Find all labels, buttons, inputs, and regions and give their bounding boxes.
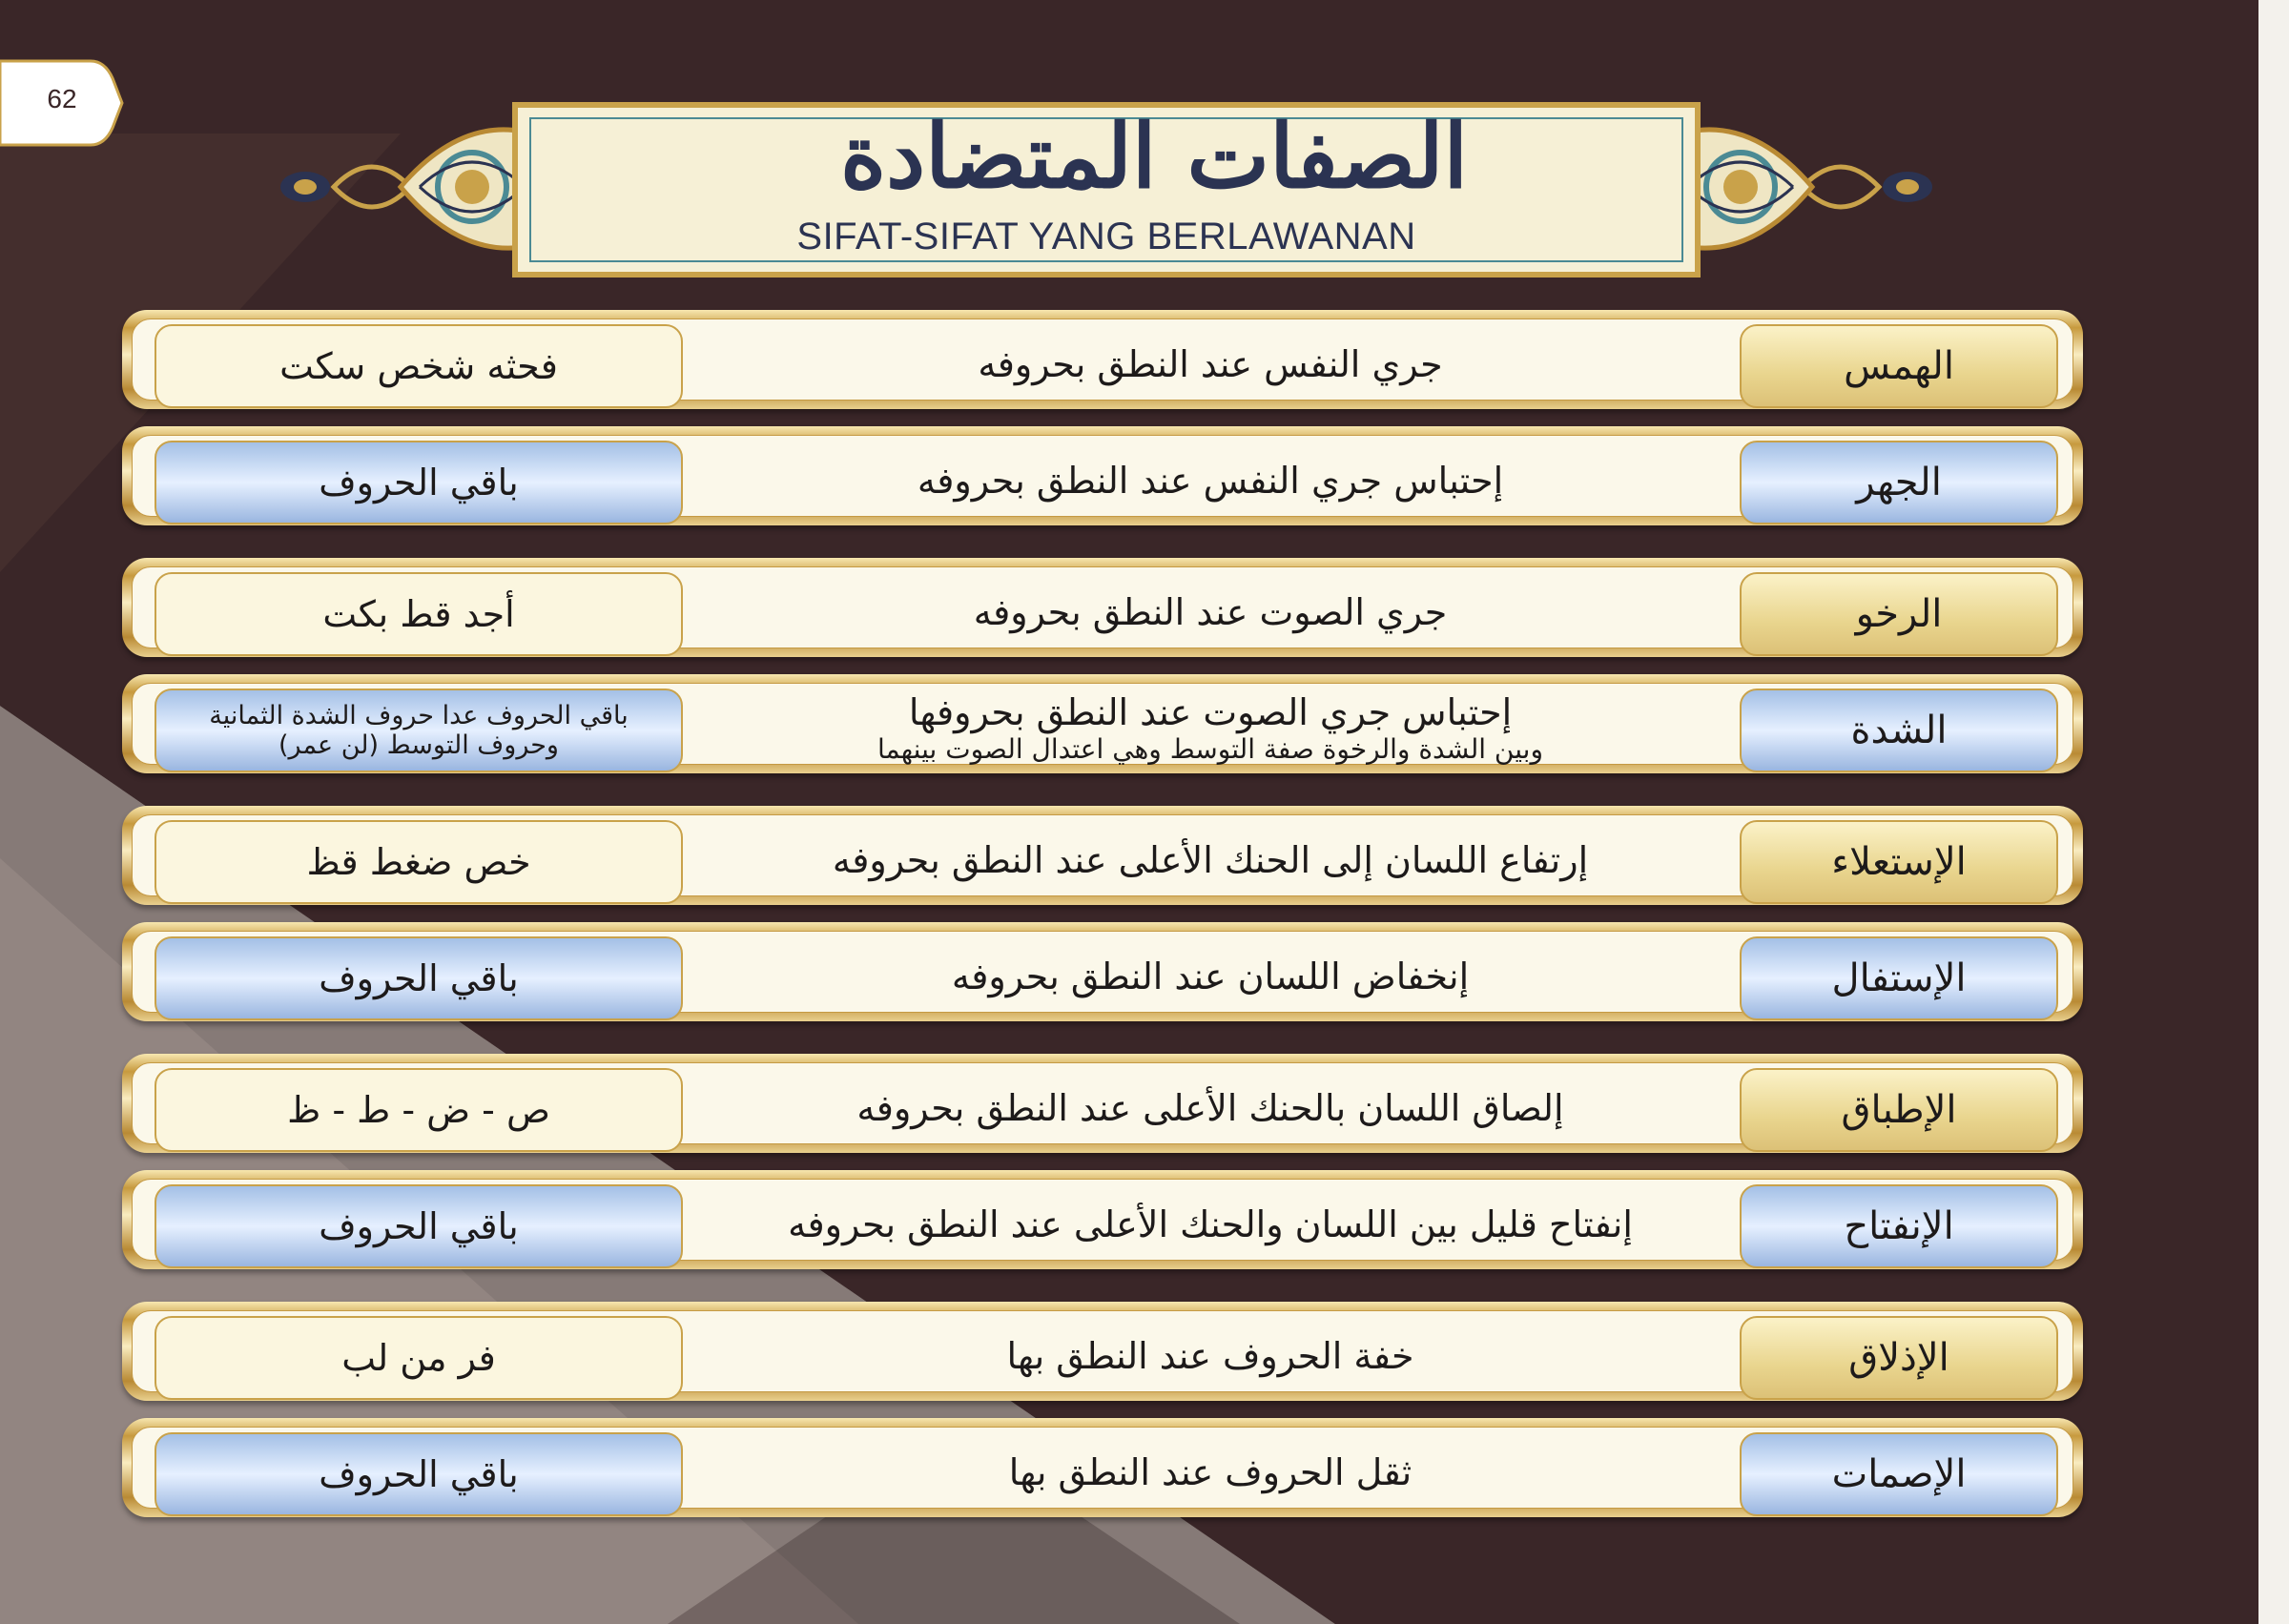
sifat-name: الإستعلاء [1740, 820, 2058, 904]
sifat-description: خفة الحروف عند النطق بها [1006, 1335, 1414, 1377]
sifat-letters: خص ضغط قظ [155, 820, 683, 904]
sifat-letters: باقي الحروف [155, 1432, 683, 1516]
sifat-name: الهمس [1740, 324, 2058, 408]
sifat-letters: باقي الحروف [155, 441, 683, 524]
sifat-letters: فحثه شخص سكت [155, 324, 683, 408]
sifat-letters [155, 689, 683, 772]
sifat-description: إنفتاح قليل بين اللسان والحنك الأعلى عند النطق بحروفه [788, 1203, 1633, 1245]
sifat-description [695, 684, 1725, 773]
table-row [122, 1302, 2083, 1401]
table-row [122, 558, 2083, 657]
sifat-description: إحتباس جري النفس عند النطق بحروفه [917, 460, 1504, 502]
table-row [122, 1054, 2083, 1153]
sifat-letters-line1: باقي الحروف عدا حروف الشدة الثمانية [209, 700, 629, 730]
sifat-letters: فر من لب [155, 1316, 683, 1400]
sifat-description: إلصاق اللسان بالحنك الأعلى عند النطق بحروفه [856, 1087, 1564, 1129]
sifat-description-line2: وبين الشدة والرخوة صفة التوسط وهي اعتدال الصوت بينهما [877, 732, 1543, 765]
sifat-letters-line2: وحروف التوسط (لن عمر) [278, 730, 559, 760]
table-row [122, 1170, 2083, 1269]
sifat-letters: ص - ض - ط - ظ [155, 1068, 683, 1152]
page-number: 62 [47, 84, 77, 113]
table-row [122, 674, 2083, 773]
sifat-description: إنخفاض اللسان عند النطق بحروفه [951, 956, 1470, 997]
sifat-letters: باقي الحروف [155, 936, 683, 1020]
sifat-description: ثقل الحروف عند النطق بها [1008, 1451, 1413, 1493]
sifat-description-line1: إحتباس جري الصوت عند النطق بحروفها [908, 691, 1513, 734]
sifat-name: الإنفتاح [1740, 1184, 2058, 1268]
sifat-name: الإذلاق [1740, 1316, 2058, 1400]
page-title-arabic: الصفات المتضادة [839, 105, 1469, 208]
sifat-name: الإستفال [1740, 936, 2058, 1020]
sifat-name: الإصمات [1740, 1432, 2058, 1516]
sifat-description: إرتفاع اللسان إلى الحنك الأعلى عند النطق بحروفه [832, 839, 1589, 881]
table-row [122, 1418, 2083, 1517]
sifat-name: الرخو [1740, 572, 2058, 656]
sifat-name: الشدة [1740, 689, 2058, 772]
page-edge-strip [2258, 0, 2289, 1624]
sifat-description: جري النفس عند النطق بحروفه [978, 343, 1443, 385]
sifat-letters: أجد قط بكت [155, 572, 683, 656]
sifat-description: جري الصوت عند النطق بحروفه [973, 591, 1448, 633]
sifat-name: الإطباق [1740, 1068, 2058, 1152]
sifat-letters: باقي الحروف [155, 1184, 683, 1268]
sifat-name: الجهر [1740, 441, 2058, 524]
table-row [122, 426, 2083, 525]
table-row [122, 806, 2083, 905]
table-row [122, 310, 2083, 409]
table-row [122, 922, 2083, 1021]
page-title-latin: SIFAT-SIFAT YANG BERLAWANAN [796, 216, 1416, 257]
